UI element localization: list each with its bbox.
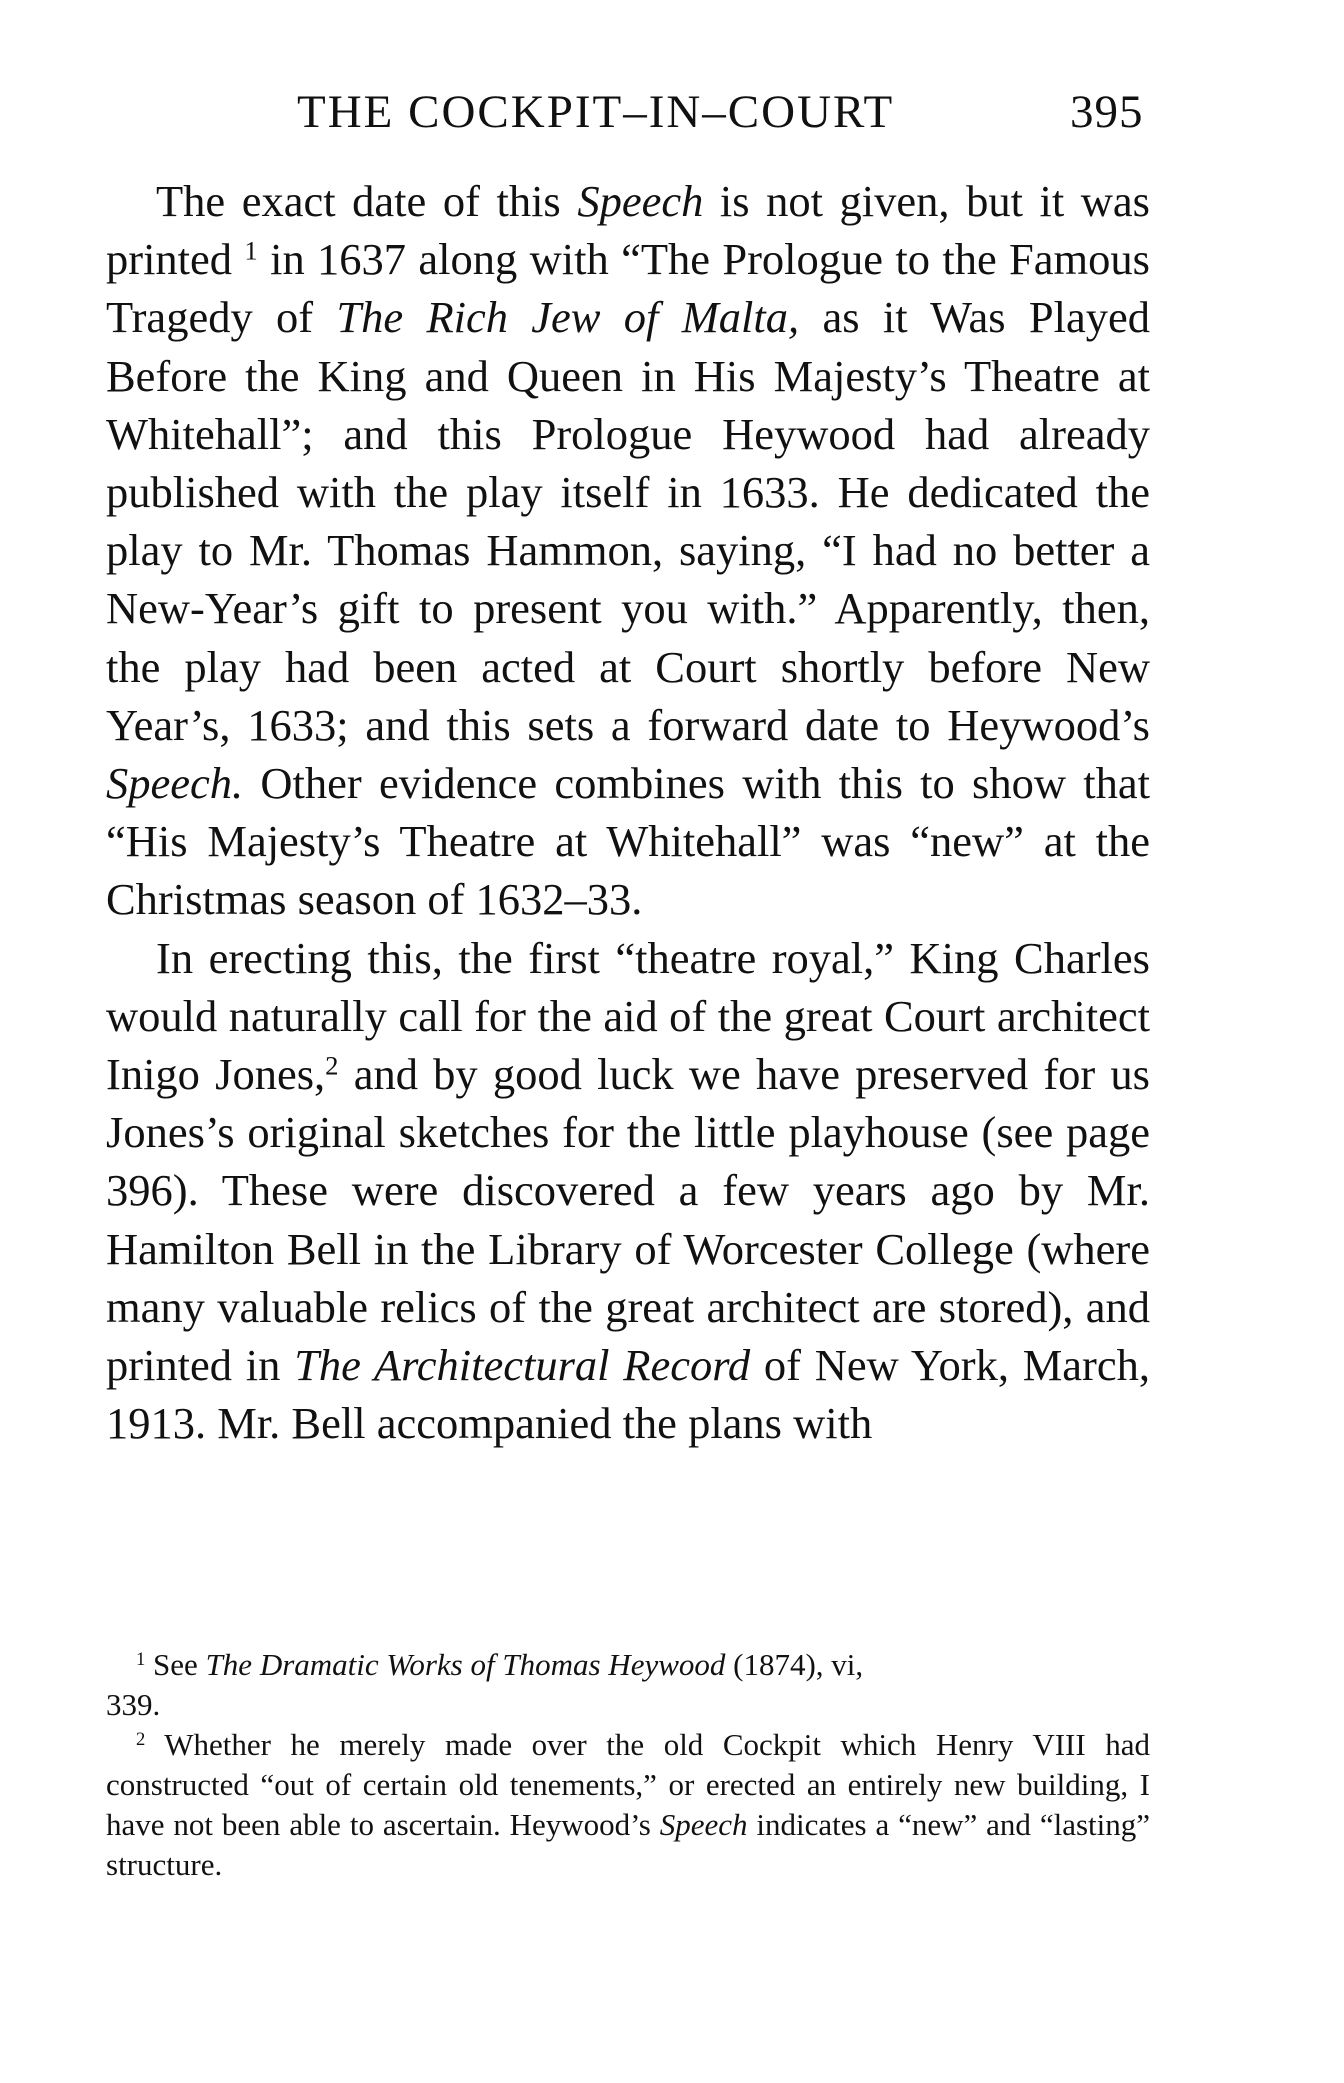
italic-title: The Dramatic Works of Thomas Heywood xyxy=(205,1647,726,1682)
text-run: as it Was Played Before the King and Queen in His Majesty’s Theatre at Whitehall”; and this Prologue Heywood had already published with the play itself in 1633. He dedicated the play to Mr. Thomas Hammon, saying, “I had no better a New-Year’s gift to present you with.” Apparently, then, the play had been acted at Court shortly before New Year’s, 1633; and this sets a forward date to Heywood’s xyxy=(106,292,1151,750)
main-text xyxy=(106,172,1150,1452)
text-run: (1874), vi, xyxy=(725,1647,864,1682)
footnotes xyxy=(106,1645,1150,1885)
running-head: THE COCKPIT–IN–COURT xyxy=(297,86,895,138)
text-run: Other evidence combines with this to show that “His Majesty’s Theatre at Whitehall” was “new” at the Christmas season of 1632–33. xyxy=(106,758,1150,925)
text-run: Whether he merely made over the old Cockpit which Henry VIII had constructed “out of certain old tenements,” or erected an entirely new building, I have not been able to ascertain. Heywood’s xyxy=(106,1727,1150,1842)
footnote-ref-2: 2 xyxy=(325,1050,339,1081)
footnote-mark: 2 xyxy=(136,1728,146,1750)
text-run: In erecting this, the first “theatre royal,” King Charles would naturally call for the aid of the great Court architect Inigo Jones, xyxy=(106,932,1150,1100)
footnote-mark: 1 xyxy=(136,1648,146,1670)
footnote-1 xyxy=(106,1645,1150,1685)
text-run: is not given, but it was printed xyxy=(106,176,1150,285)
footnote-ref-1: 1 xyxy=(244,235,258,266)
page-number: 395 xyxy=(1070,86,1144,138)
paragraph-1 xyxy=(106,172,1150,929)
text-run: of New York, March, 1913. Mr. Bell accompanied the plans with xyxy=(106,1340,1150,1449)
text-run: indicates a “new” and “lasting” structure. xyxy=(106,1807,1150,1882)
italic-title: Speech. xyxy=(106,758,244,809)
footnote-2 xyxy=(106,1725,1150,1885)
italic-title: Speech xyxy=(659,1807,748,1842)
text-run: and by good luck we have preserved for us Jones’s original sketches for the little playhouse (see page 396). These were discovered a few years ago by Mr. Hamilton Bell in the Library of Worcester College (where many valuable relics of the great architect are stored), and printed in xyxy=(106,1049,1150,1391)
footnote-1-continuation: 339. xyxy=(106,1687,161,1722)
paragraph-2 xyxy=(106,929,1150,1453)
text-run: The exact date of this xyxy=(156,176,578,226)
italic-title: Speech xyxy=(577,176,704,226)
italic-title: The Rich Jew of Malta, xyxy=(336,292,800,343)
text-run: See xyxy=(145,1647,206,1682)
text-run: in 1637 along with “The Prologue to the Famous Tragedy of xyxy=(106,234,1150,343)
page-header xyxy=(0,82,1344,142)
italic-title: The Architectural Record xyxy=(294,1340,751,1391)
